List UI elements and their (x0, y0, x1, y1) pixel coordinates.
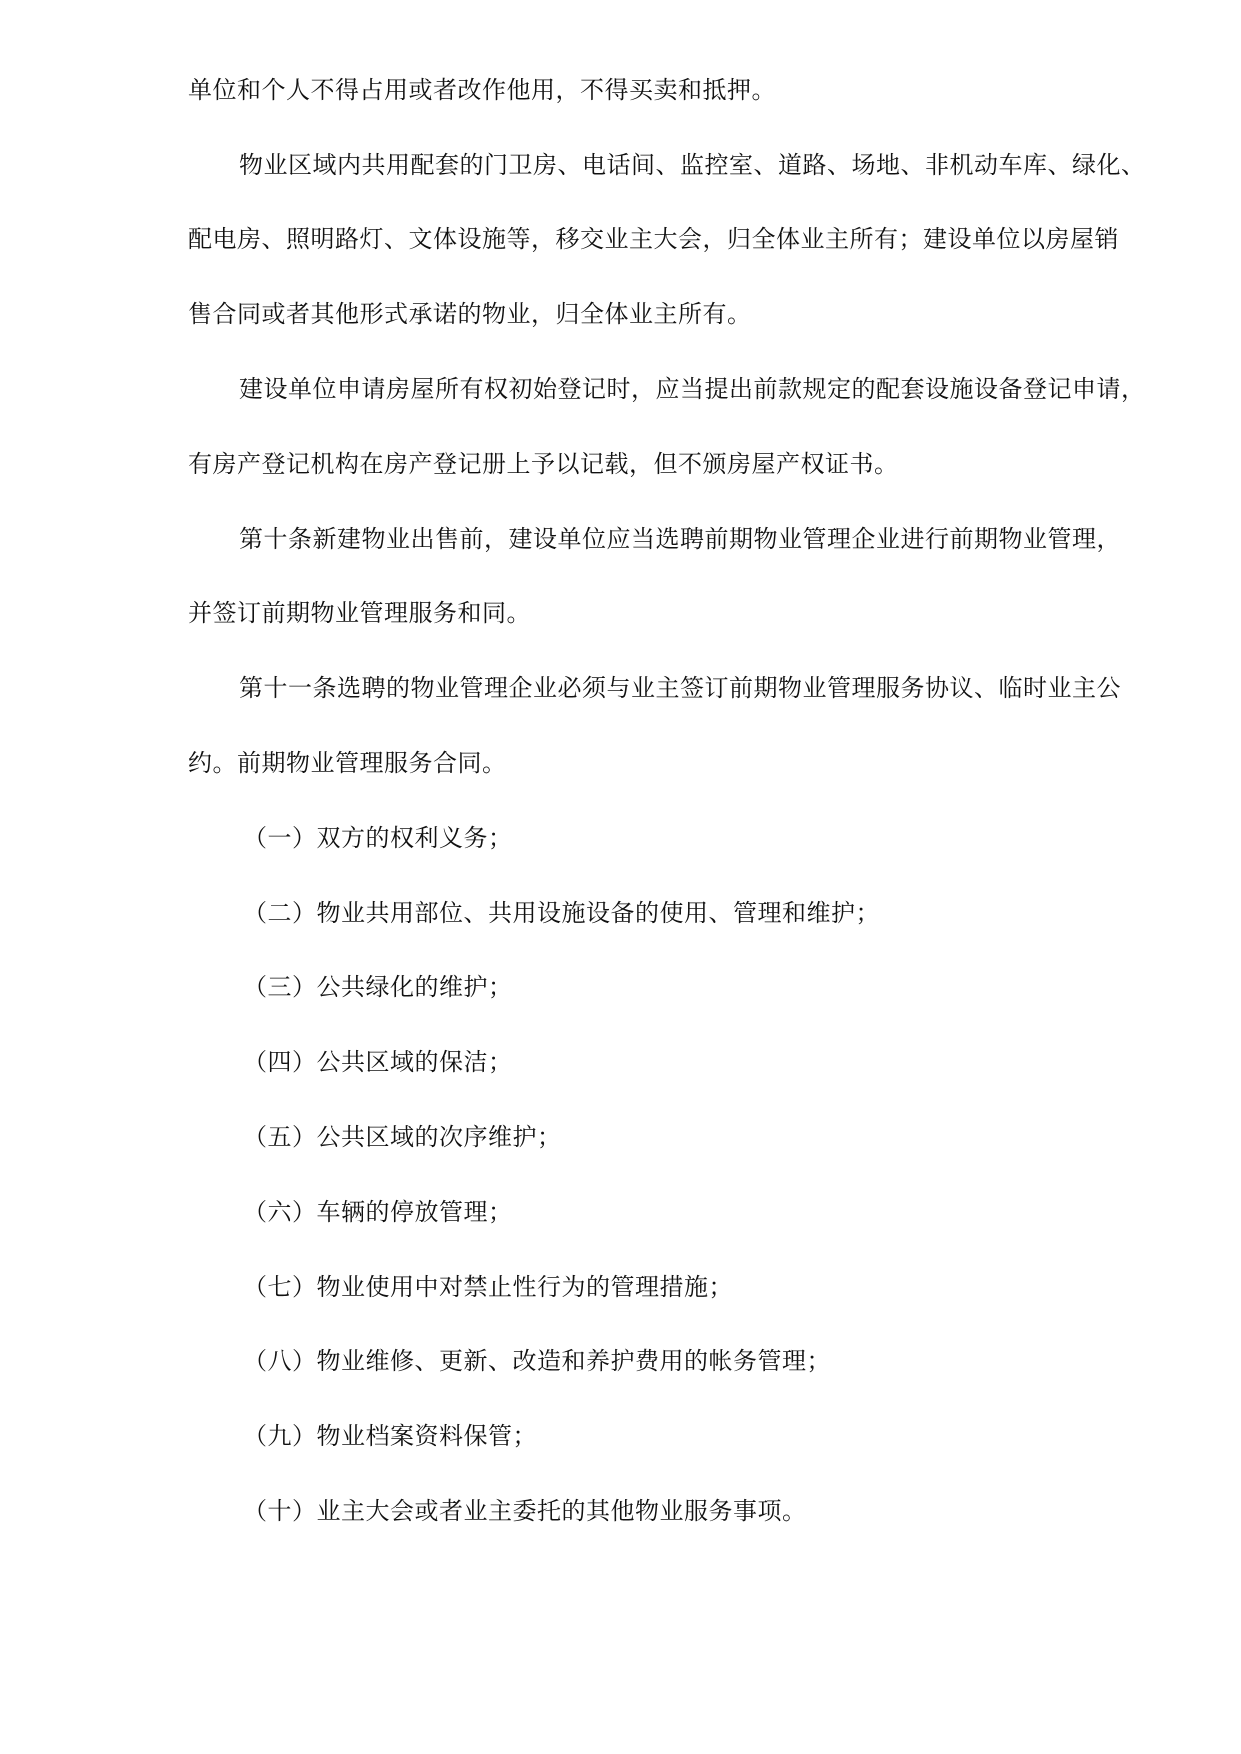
body-line-6: 有房产登记机构在房产登记册上予以记载，但不颁房屋产权证书。 (188, 450, 899, 478)
list-item-4: （四）公共区域的保洁； (243, 1048, 513, 1076)
body-line-3: 配电房、照明路灯、文体设施等，移交业主大会，归全体业主所有；建设单位以房屋销 (188, 225, 1119, 253)
list-item-2: （二）物业共用部位、共用设施设备的使用、管理和维护； (243, 899, 880, 927)
list-item-1: （一）双方的权利义务； (243, 824, 513, 852)
list-item-6: （六）车辆的停放管理； (243, 1198, 513, 1226)
list-item-5: （五）公共区域的次序维护； (243, 1123, 562, 1151)
body-line-9: 第十一条选聘的物业管理企业必须与业主签订前期物业管理服务协议、临时业主公 (239, 674, 1121, 702)
body-line-5: 建设单位申请房屋所有权初始登记时，应当提出前款规定的配套设施设备登记申请， (239, 375, 1146, 403)
body-line-1: 单位和个人不得占用或者改作他用，不得买卖和抵押。 (188, 76, 776, 104)
list-item-7: （七）物业使用中对禁止性行为的管理措施； (243, 1273, 733, 1301)
body-line-4: 售合同或者其他形式承诺的物业，归全体业主所有。 (188, 300, 752, 328)
list-item-3: （三）公共绿化的维护； (243, 973, 513, 1001)
body-line-10: 约。前期物业管理服务合同。 (188, 749, 507, 777)
body-line-8: 并签订前期物业管理服务和同。 (188, 599, 531, 627)
body-line-2: 物业区域内共用配套的门卫房、电话间、监控室、道路、场地、非机动车库、绿化、 (239, 151, 1146, 179)
list-item-9: （九）物业档案资料保管； (243, 1422, 537, 1450)
list-item-8: （八）物业维修、更新、改造和养护费用的帐务管理； (243, 1347, 831, 1375)
body-line-7: 第十条新建物业出售前，建设单位应当选聘前期物业管理企业进行前期物业管理， (239, 525, 1121, 553)
list-item-10: （十）业主大会或者业主委托的其他物业服务事项。 (243, 1497, 807, 1525)
